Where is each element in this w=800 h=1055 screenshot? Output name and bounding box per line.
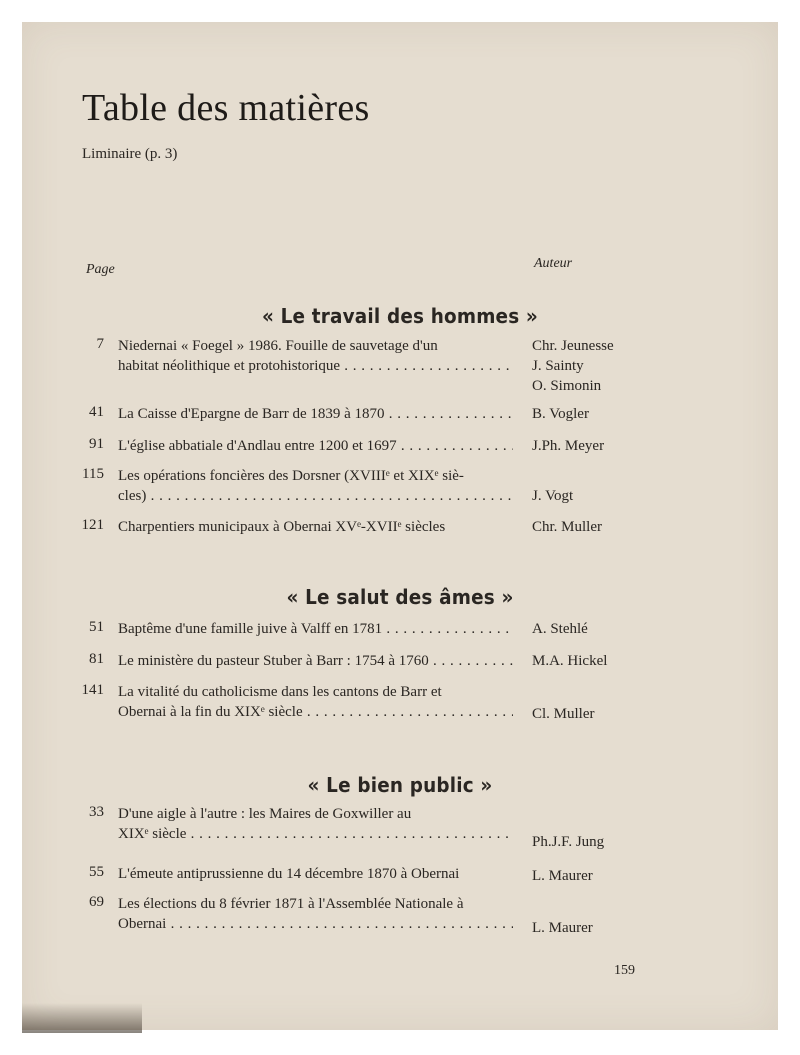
book-page — [22, 22, 778, 1030]
entry-title — [118, 466, 513, 506]
entry-author: Cl. Muller — [532, 706, 595, 722]
entry-title-line: La vitalité du catholicisme dans les cantons de Barr et — [118, 684, 442, 700]
page-title: Table des matières — [82, 87, 370, 129]
entry-authors — [532, 436, 604, 456]
entry-page-number: 55 — [89, 864, 104, 880]
entry-title-line: Obernai . . . — [118, 914, 513, 934]
entry-page-number: 115 — [82, 466, 104, 482]
entry-title-line: L'émeute antiprussienne du 14 décembre 1870 à Obernai — [118, 866, 460, 882]
entry-author: Chr. Muller — [532, 519, 602, 535]
entry-title — [118, 404, 513, 424]
entry-title-line: Charpentiers municipaux à Obernai XVᵉ-XVIIᵉ siècles — [118, 519, 446, 535]
entry-title-line: Les élections du 8 février 1871 à l'Assemblée Nationale à — [118, 896, 464, 912]
entry-title — [118, 517, 518, 537]
entry-title-line: L'église abbatiale d'Andlau entre 1200 et 1697 . . . — [118, 436, 513, 456]
entry-authors — [532, 832, 604, 852]
entry-authors — [532, 866, 593, 886]
entry-title-line: XIXᵉ siècle . . . — [118, 824, 513, 844]
entry-authors — [532, 918, 593, 938]
section-heading-travail: « Le travail des hommes » — [261, 304, 539, 328]
entry-authors — [532, 517, 602, 537]
entry-author: J. Vogt — [532, 488, 574, 504]
entry-title-line: cles) . . . — [118, 486, 513, 506]
entry-title — [118, 682, 513, 722]
entry-page-number: 141 — [81, 682, 104, 698]
entry-title — [118, 651, 513, 671]
entry-authors — [532, 619, 588, 639]
entry-authors — [532, 651, 607, 671]
page-column-header: Page — [86, 262, 115, 277]
entry-author: A. Stehlé — [532, 621, 588, 637]
entry-author: Ph.J.F. Jung — [532, 834, 605, 850]
entry-page-number: 69 — [89, 894, 104, 910]
entry-title-line: Le ministère du pasteur Stuber à Barr : 1754 à 1760 . . . — [118, 651, 513, 671]
entry-title-line: Niedernai « Foegel » 1986. Fouille de sauvetage d'un — [118, 338, 438, 354]
entry-author: J. Sainty — [532, 358, 584, 374]
entry-page-number: 33 — [89, 804, 104, 820]
page-number-folio: 159 — [614, 963, 635, 978]
entry-title-line: Baptême d'une famille juive à Valff en 1781 . . . — [118, 619, 513, 639]
entry-authors — [532, 704, 595, 724]
entry-author: B. Vogler — [532, 406, 589, 422]
entry-title-line: Les opérations foncières des Dorsner (XVIIIᵉ et XIXᵉ siè- — [118, 468, 464, 484]
liminaire-line: Liminaire (p. 3) — [82, 146, 178, 162]
entry-title — [118, 804, 513, 844]
entry-authors — [532, 404, 589, 424]
entry-page-number: 41 — [89, 404, 104, 420]
entry-title-line: habitat néolithique et protohistorique . . . — [118, 356, 513, 376]
entry-title — [118, 894, 513, 934]
entry-author: M.A. Hickel — [532, 653, 608, 669]
author-column-header: Auteur — [534, 256, 573, 271]
entry-page-number: 51 — [89, 619, 104, 635]
entry-author: J.Ph. Meyer — [532, 438, 605, 454]
entry-title — [118, 436, 513, 456]
entry-page-number: 91 — [89, 436, 104, 452]
entry-authors — [532, 336, 614, 396]
entry-title — [118, 619, 513, 639]
entry-page-number: 121 — [81, 517, 104, 533]
entry-author: O. Simonin — [532, 378, 602, 394]
entry-title-line: D'une aigle à l'autre : les Maires de Goxwiller au — [118, 806, 412, 822]
entry-title-line: Obernai à la fin du XIXᵉ siècle . . . — [118, 702, 513, 722]
entry-author: L. Maurer — [532, 920, 593, 936]
entry-author: Chr. Jeunesse — [532, 338, 614, 354]
section-heading-bien-public: « Le bien public » — [307, 773, 493, 797]
entry-title — [118, 864, 518, 884]
entry-authors — [532, 486, 573, 506]
entry-title — [118, 336, 513, 376]
section-heading-salut: « Le salut des âmes » — [286, 585, 514, 609]
entry-title-line: La Caisse d'Epargne de Barr de 1839 à 1870 . . . — [118, 404, 513, 424]
entry-author: L. Maurer — [532, 868, 593, 884]
page-edge-shadow — [22, 1003, 142, 1033]
entry-page-number: 7 — [96, 336, 104, 352]
entry-page-number: 81 — [89, 651, 104, 667]
